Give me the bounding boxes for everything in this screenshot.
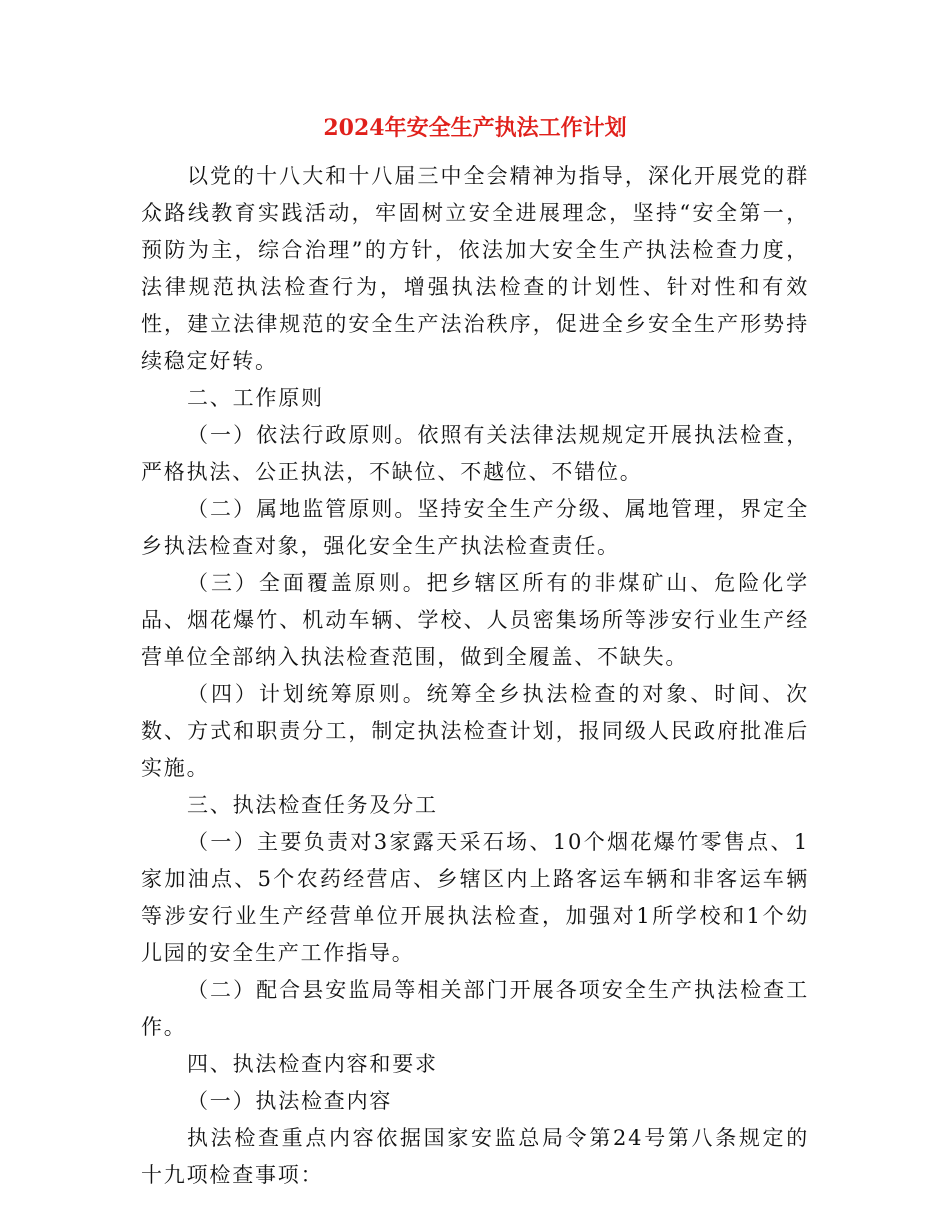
paragraph-principle-1: （一）依法行政原则。依照有关法律法规规定开展执法检查，严格执法、公正执法，不缺位、不越位、不错位。 (141, 423, 809, 484)
section-heading-principles: 二、工作原则 (187, 386, 324, 410)
section-heading-content: 四、执法检查内容和要求 (187, 1052, 438, 1076)
paragraph-principle-3: （三）全面覆盖原则。把乡辖区所有的非煤矿山、危险化学品、烟花爆竹、机动车辆、学校、人员密集场所等涉安行业生产经营单位全部纳入执法检查范围，做到全履盖、不缺失。 (141, 571, 809, 669)
paragraph-principle-4: （四）计划统筹原则。统筹全乡执法检查的对象、时间、次数、方式和职责分工，制定执法检查计划，报同级人民政府批准后实施。 (141, 682, 809, 780)
section-heading-tasks: 三、执法检查任务及分工 (187, 793, 438, 817)
subheading-content: （一）执法检查内容 (187, 1089, 393, 1113)
paragraph-task-2: （二）配合县安监局等相关部门开展各项安全生产执法检查工作。 (141, 978, 809, 1039)
document-title: 2024年安全生产执法工作计划 (323, 115, 627, 141)
paragraph-intro: 以党的十八大和十八届三中全会精神为指导，深化开展党的群众路线教育实践活动，牢固树立安全进展理念，坚持“安全第一，预防为主，综合治理”的方针，依法加大安全生产执法检查力度，法律规范执法检查行为，增强执法检查的计划性、针对性和有效性，建立法律规范的安全生产法治秩序，促进全乡安全生产形势持续稳定好转。 (141, 164, 809, 373)
paragraph-content: 执法检查重点内容依据国家安监总局令第24号第八条规定的十九项检查事项： (141, 1126, 809, 1187)
paragraph-task-1: （一）主要负责对3家露天采石场、10个烟花爆竹零售点、1家加油点、5个农药经营店、乡辖区内上路客运车辆和非客运车辆等涉安行业生产经营单位开展执法检查，加强对1所学校和1个幼儿园的安全生产工作指导。 (141, 830, 809, 965)
document-body (141, 158, 809, 1194)
paragraph-principle-2: （二）属地监管原则。坚持安全生产分级、属地管理，界定全乡执法检查对象，强化安全生产执法检查责任。 (141, 497, 809, 558)
